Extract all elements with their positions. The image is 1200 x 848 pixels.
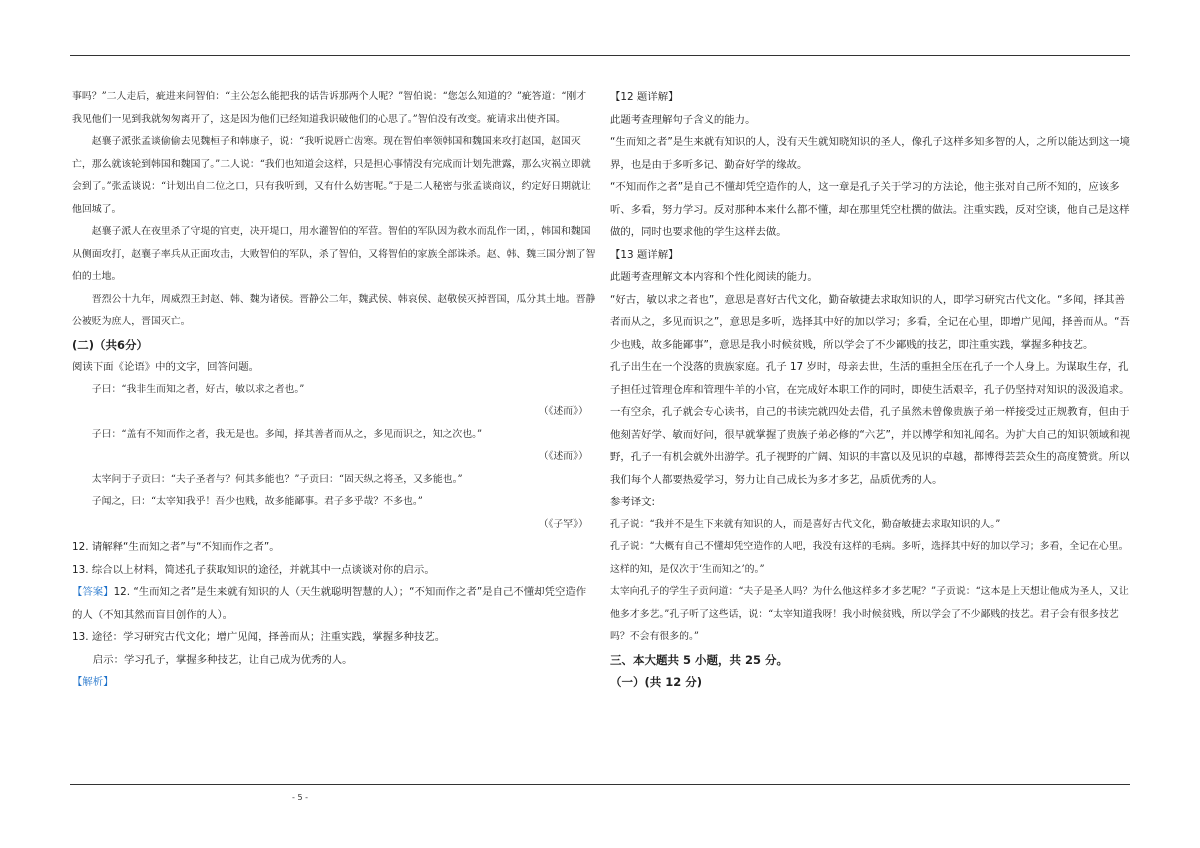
story-paragraph: 赵襄子派人在夜里杀了守堤的官吏，决开堤口，用水灌智伯的军营。智伯的军队因为救水而乱作一团，，韩国和魏国从侧面攻打，赵襄子率兵从正面攻击，大败智伯的军队，杀了智伯，又将智伯的家族全部诛杀。赵、韩、魏三国分割了智伯的土地。: [72, 226, 596, 282]
detail-paragraph: 孔子出生在一个没落的贵族家庭。孔子 17 岁时，母亲去世，生活的重担全压在孔子一个人身上。为谋取生存，孔子担任过管理仓库和管理牛羊的小官，在完成好本职工作的同时，即使生活艰辛，孔子仍坚持对知识的汲汲追求。一有空余，孔子就会专心读书，自己的书读完就四处去借，孔子虽然未曾像贵族子弟一样接受过正规教育，但由于他刻苦好学、敏而好问，很早就掌握了贵族子弟必修的“六艺”，并以博学和知礼闻名。为扩大自己的知识领域和视野，孔子一有机会就外出游学。孔子视野的广阔、知识的丰富以及见识的卓越，都博得芸芸众生的高度赞赏。所以我们每个人都要热爱学习，努力让自己成长为多才多艺，品质优秀的人。: [610, 361, 1130, 486]
section-title: (二)（共6分）: [72, 337, 149, 352]
citation: （《述而》）: [538, 451, 588, 462]
detail-paragraph: “不知而作之者”是自己不懂却凭空造作的人，这一章是孔子关于学习的方法论，他主张对自己所不知的，应该多听、多看，努力学习。反对那种本来什么都不懂，却在那里凭空杜撰的做法。注重实践，反对空谈，他自己是这样做的，同时也要求他的学生这样去做。: [610, 181, 1130, 238]
detail-heading-12: 【12 题详解】: [610, 91, 679, 103]
section-3-title: 三、本大题共 5 小题，共 25 分。: [610, 652, 789, 667]
quote: 太宰问于子贡曰：“夫子圣者与？何其多能也？”子贡曰：“固天纵之将圣，又多能也。”: [91, 473, 463, 485]
story-paragraph: 晋烈公十九年，周威烈王封赵、韩、魏为诸侯。晋静公二年，魏武侯、韩哀侯、赵敬侯灭掉晋国，瓜分其土地。晋静公被贬为庶人，晋国灭亡。: [72, 293, 596, 327]
answer-tag: 【答案】: [72, 586, 114, 598]
instruction: 阅读下面《论语》中的文字，回答问题。: [72, 361, 260, 373]
quote: 子曰：“我非生而知之者，好古，敏以求之者也。”: [91, 383, 305, 395]
subsection-title: （一）(共 12 分): [610, 675, 703, 689]
quote: 子闻之，曰：“太宰知我乎！吾少也贱，故多能鄙事。君子多乎哉？不多也。”: [91, 496, 423, 507]
question-13: 13. 综合以上材料，简述孔子获取知识的途径，并就其中一点谈谈对你的启示。: [72, 563, 435, 576]
question-12: 12. 请解释“生而知之者”与“不知而作之者”。: [72, 541, 280, 553]
citation: （《述而》）: [538, 406, 588, 417]
detail-paragraph: 此题考查理解句子含义的能力。: [610, 113, 756, 126]
quote: 子曰：“盖有不知而作之者，我无是也。多闻，择其善者而从之，多见而识之，知之次也。”: [91, 428, 483, 440]
header-rule: [70, 55, 1130, 56]
story-paragraph: 事吗？”二人走后，疵进来问智伯：“主公怎么能把我的话告诉那两个人呢？”智伯说：“您怎么知道的？”疵答道：“刚才我见他们一见到我就匆匆离开了，这是因为他们已经知道我识破他们的心思了。”智伯没有改变。疵请求出使齐国。: [72, 91, 587, 125]
detail-heading-13: 【13 题详解】: [610, 248, 679, 261]
page-number: - 5 -: [292, 793, 308, 802]
translation-paragraph: 孔子说：“我并不是生下来就有知识的人，而是喜好古代文化，勤奋敏捷去求取知识的人。”: [610, 518, 1001, 530]
translation-paragraph: 太宰向孔子的学生子贡问道：“夫子是圣人吗？为什么他这样多才多艺呢？”子贡说：“这本是上天想让他成为圣人，又让他多才多艺。”孔子听了这些话，说：“太宰知道我呀！我小时候贫贱，所以学会了不少鄙贱的技艺。君子会有很多技艺吗？不会有很多的。”: [610, 586, 1129, 642]
footer-rule: [70, 784, 1130, 785]
right-column: [610, 86, 1130, 694]
story-paragraph: 赵襄子派张孟谈偷偷去见魏桓子和韩康子，说：“我听说唇亡齿寒。现在智伯率领韩国和魏国来攻打赵国，赵国灭亡，那么就该轮到韩国和魏国了。”二人说：“我们也知道会这样，只是担心事情没有完成而计划先泄露，那么灾祸立即就会到了。”张孟谈说：“计划出自二位之口，只有我听到，又有什么妨害呢。”于是二人秘密与张孟谈商议，约定好日期就让他回城了。: [72, 136, 591, 215]
answer-12: [72, 581, 596, 626]
answer-12-text: 12. “生而知之者”是生来就有知识的人（天生就聪明智慧的人）；“不知而作之者”是自己不懂却凭空造作的人（不知其然而盲目创作的人）。: [72, 586, 587, 621]
reference-translation-title: 参考译文:: [610, 496, 656, 508]
detail-paragraph: “生而知之者”是生来就有知识的人，没有天生就知晓知识的圣人，像孔子这样多知多智的人，之所以能达到这一境界，也是由于多听多记、勤奋好学的缘故。: [610, 136, 1130, 171]
analysis-tag: 【解析】: [72, 676, 114, 688]
detail-paragraph: 此题考查理解文本内容和个性化阅读的能力。: [610, 271, 818, 283]
answer-13-insight: 启示：学习孔子，掌握多种技艺，让自己成为优秀的人。: [92, 653, 353, 666]
detail-paragraph: “好古，敏以求之者也”，意思是喜好古代文化，勤奋敏捷去求取知识的人，即学习研究古代文化。“多闻，择其善者而从之，多见而识之”，意思是多听，选择其中好的加以学习；多看，全记在心里，即增广见闻，择善而从。“吾少也贱，故多能鄙事”，意思是我小时候贫贱，所以学会了不少鄙贱的技艺，即注重实践，掌握多种技艺。: [610, 293, 1130, 351]
citation: （《子罕》）: [538, 518, 588, 530]
answer-13-route: 13. 途径：学习研究古代文化；增广见闻，择善而从；注重实践，掌握多种技艺。: [72, 631, 446, 643]
translation-paragraph: 孔子说：“大概有自己不懂却凭空造作的人吧，我没有这样的毛病。多听，选择其中好的加以学习；多看，全记在心里。这样的知，是仅次于‘生而知之’的。”: [610, 541, 1129, 575]
left-column: [72, 86, 596, 694]
